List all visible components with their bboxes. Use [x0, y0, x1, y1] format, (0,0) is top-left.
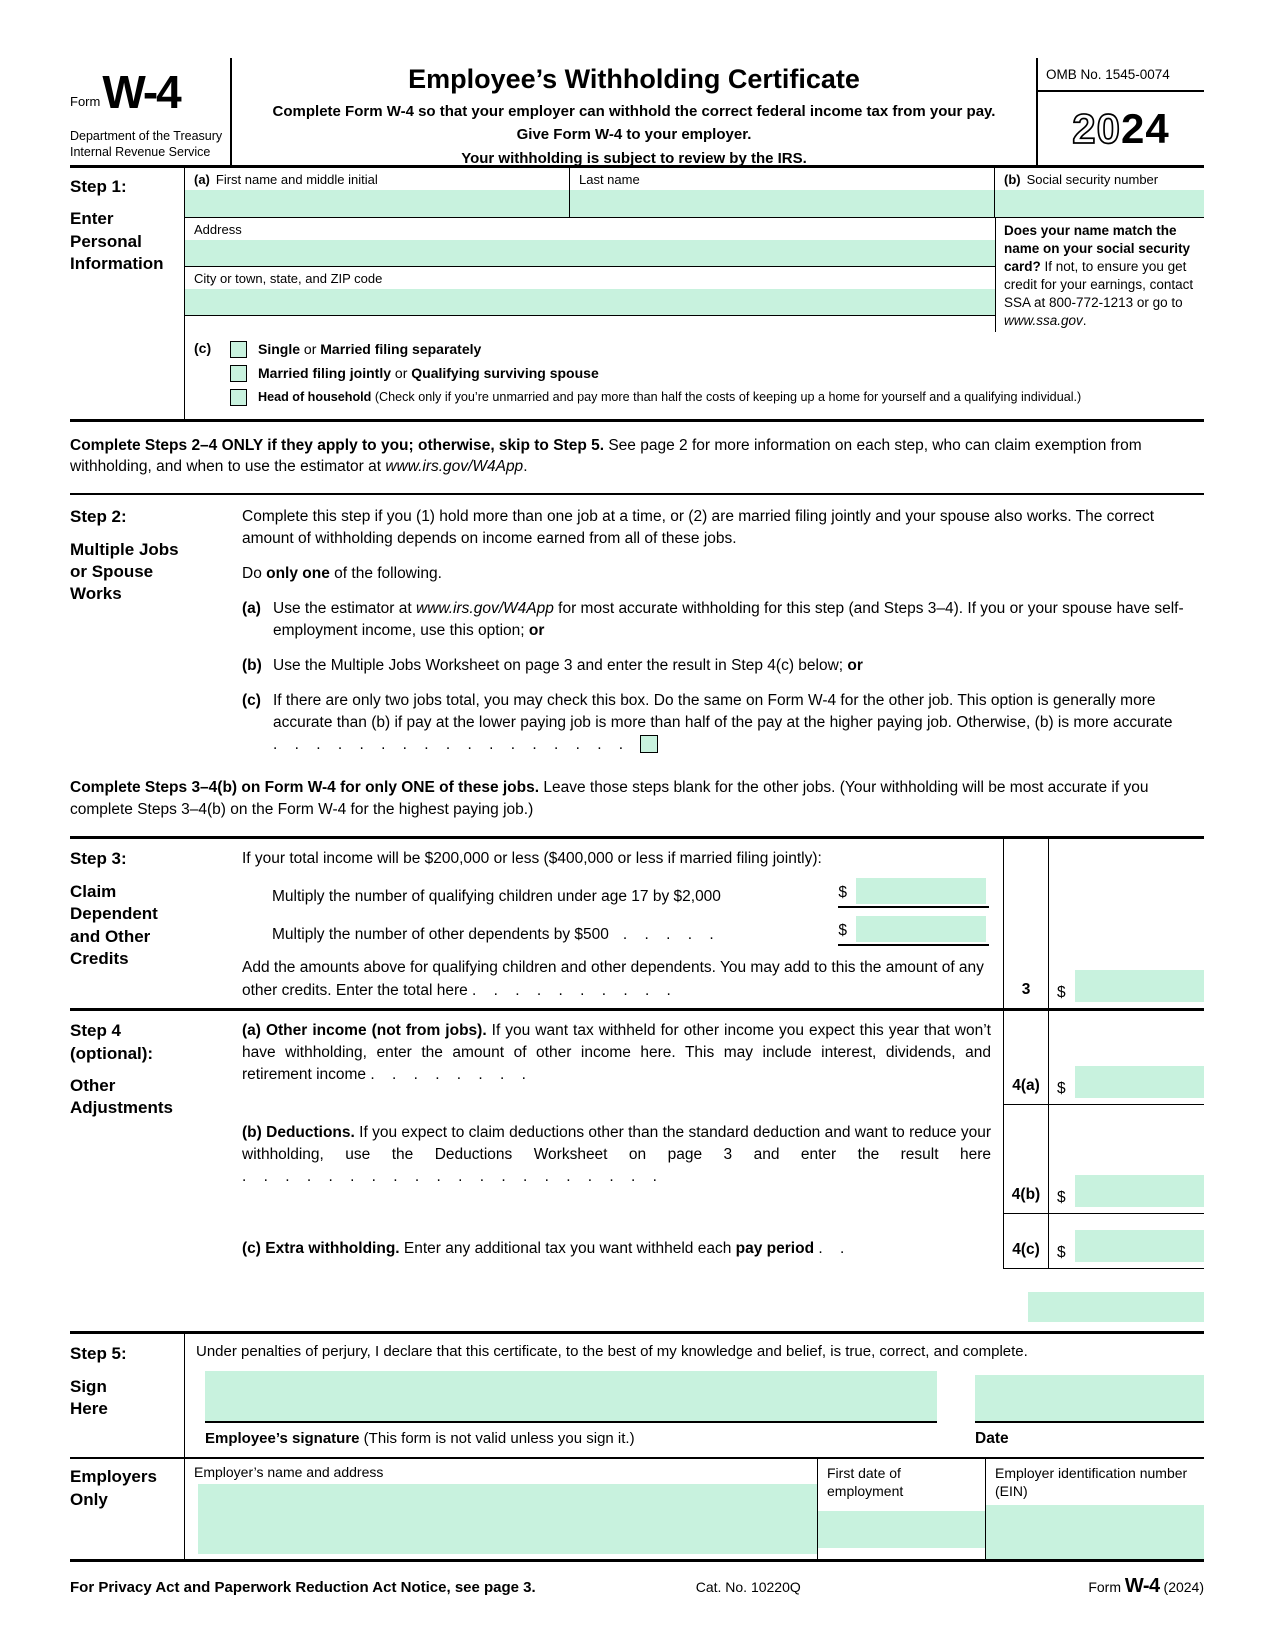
ssa-note-bold: Does your name match the name on your social security card? — [1004, 223, 1191, 274]
filing-option-head-of-household: Head of household (Check only if you’re unmarried and pay more than half the costs of keeping up a home for yourself and a qualifying individual.) — [230, 388, 1204, 407]
address-input[interactable] — [185, 240, 995, 266]
leader-dots: . . . . . . . . . . . . . . . . . — [273, 736, 625, 754]
form-footer-id: Form W-4 (2024) — [1088, 1575, 1204, 1598]
step2-section — [70, 495, 1204, 773]
form-id-block — [70, 58, 232, 165]
page-title: Employee’s Withholding Certificate — [408, 64, 860, 94]
step1-label: Step 1: Enter Personal Information — [70, 168, 185, 419]
address-cell — [185, 218, 995, 267]
city-input[interactable] — [185, 289, 995, 315]
step1-section — [70, 168, 1204, 422]
step4-section — [70, 1011, 1204, 1269]
leader-dots: . . . . . — [622, 926, 715, 944]
step2-option-a: (a) Use the estimator at www.irs.gov/W4App for most accurate withholding for this step (and Steps 3–4). If you or your spouse have self-employment income, use this option; or — [242, 600, 1184, 640]
ssn-input[interactable] — [995, 190, 1204, 217]
step5-section — [70, 1331, 1204, 1459]
form-title-block — [232, 58, 1036, 165]
subtitle-2: Give Form W-4 to your employer. — [516, 126, 752, 144]
line3-amount-cell — [1049, 839, 1204, 1008]
step3-title: Step 3: — [70, 849, 127, 869]
city-label: City or town, state, and ZIP code — [194, 271, 383, 286]
step2-option-b: (b) Use the Multiple Jobs Worksheet on page 3 and enter the result in Step 4(c) below; or — [242, 657, 863, 675]
line4b-box-label: 4(b) — [1003, 1105, 1049, 1214]
married-jointly-checkbox[interactable] — [230, 365, 247, 382]
form-header — [70, 58, 1204, 168]
first-name-label: First name and middle initial — [215, 172, 378, 187]
dollar-sign: $ — [1057, 984, 1066, 1002]
filing-status-row — [185, 332, 1204, 419]
page-footer — [70, 1562, 1204, 1598]
signature-label: Employee’s signature (This form is not valid unless you sign it.) — [205, 1430, 635, 1448]
dept-line2: Internal Revenue Service — [70, 144, 211, 159]
leader-dots: . . . . . . . . . . — [472, 981, 672, 999]
address-label: Address — [194, 222, 242, 237]
two-jobs-checkbox[interactable] — [640, 735, 658, 753]
qualifying-children-row: Multiply the number of qualifying children under age 17 by $2,000 $ — [272, 878, 989, 908]
step2-option-c: (c) If there are only two jobs total, you may check this box. Do the same on Form W-4 for the other job. This option is generally more accurate than (b) if pay at the lower paying job is more than half of the pay at the higher paying job. Otherwise, (b) is more accurate . . . . . . . . . . . . . . . . . — [242, 692, 1173, 754]
step3-total-text: Add the amounts above for qualifying children and other dependents. You may add to this the amount of any other credits. Enter the total here . . . . . . . . . . — [242, 959, 984, 999]
step1-title: Step 1: — [70, 177, 127, 196]
ein-input[interactable] — [986, 1505, 1204, 1559]
first-name-input[interactable] — [185, 190, 569, 217]
last-name-cell — [570, 168, 995, 217]
filing-option-married-jointly: Married filing jointly or Qualifying surviving spouse — [230, 364, 1204, 383]
dollar-sign: $ — [838, 922, 847, 940]
ein-cell — [986, 1459, 1204, 1559]
privacy-notice: For Privacy Act and Paperwork Reduction Act Notice, see page 3. — [70, 1579, 536, 1597]
leader-dots: . . . . . . . . — [370, 1066, 527, 1084]
ssn-label: Social security number — [1026, 172, 1159, 187]
omb-year-block — [1036, 58, 1204, 165]
date-input[interactable] — [975, 1375, 1204, 1423]
extra-amount-input[interactable] — [1028, 1292, 1204, 1322]
first-name-cell — [185, 168, 570, 217]
line4a-amount-cell — [1049, 1011, 1204, 1105]
employers-only-section — [70, 1459, 1204, 1562]
last-name-input[interactable] — [570, 190, 994, 217]
filing-option-single: Single or Married filing separately — [230, 340, 1204, 359]
ein-label: Employer identification number (EIN) — [995, 1465, 1188, 1500]
dollar-sign: $ — [1057, 1189, 1066, 1207]
dollar-sign: $ — [1057, 1244, 1066, 1262]
step4b-row: (b) Deductions. If you expect to claim deductions other than the standard deduction and want to reduce your withholding, use the Deductions Worksheet on page 3 and enter the result here . . . . . . . . . . . . . . . . . . . . 4(b) $ — [242, 1105, 1204, 1214]
steps-3-4b-note: Complete Steps 3–4(b) on Form W-4 for only ONE of these jobs. Leave those steps blank for the other jobs. (Your withholding will be most accurate if you complete Steps 3–4(b) on the Form W-4 for the highest paying job.) — [70, 779, 1149, 818]
subtitle-3: Your withholding is subject to review by the IRS. — [461, 149, 807, 167]
step4-title: Step 4 — [70, 1021, 122, 1041]
dept-line1: Department of the Treasury — [70, 128, 223, 143]
ssa-note: Does your name match the name on your social security card? If not, to ensure you get credit for your earnings, contact SSA at 800-772-1213 or go to www.ssa.gov. — [995, 218, 1204, 332]
ssn-prefix: (b) — [1004, 172, 1021, 187]
leader-dots: . . . . . . . . . . . . . . . . . . . . — [242, 1168, 658, 1186]
line3-amount-input[interactable] — [1075, 970, 1204, 1002]
line4a-box-label: 4(a) — [1003, 1011, 1049, 1105]
employer-name-input[interactable] — [198, 1484, 817, 1554]
city-cell — [185, 267, 995, 316]
other-dependents-row: Multiply the number of other dependents by $500 . . . . . $ — [272, 916, 989, 946]
step2-intro: Complete this step if you (1) hold more than one job at a time, or (2) are married filing jointly and your spouse also works. The correct amount of withholding depends on income earned from all of these jobs. — [242, 508, 1155, 548]
employer-name-cell — [185, 1459, 818, 1559]
qualifying-children-amount-input[interactable] — [856, 878, 986, 904]
step2-title: Step 2: — [70, 507, 127, 527]
estimator-url: www.irs.gov/W4App — [385, 458, 524, 476]
step4-label: Step 4 (optional): Other Adjustments — [70, 1011, 242, 1269]
dollar-sign: $ — [838, 884, 847, 902]
tax-year — [1038, 92, 1204, 165]
line4b-amount-input[interactable] — [1075, 1175, 1204, 1207]
extra-field-row — [70, 1269, 1204, 1331]
step2-do-only-one: Do only one of the following. — [242, 565, 442, 583]
step2-label: Step 2: Multiple Jobs or Spouse Works — [70, 506, 242, 769]
year-bold-digits: 24 — [1121, 104, 1170, 152]
first-date-cell — [818, 1459, 986, 1559]
form-word: Form — [70, 94, 101, 109]
step4c-row: (c) Extra withholding. Enter any additional tax you want withheld each pay period . . 4(c) $ — [242, 1214, 1204, 1269]
last-name-label: Last name — [579, 172, 640, 187]
employer-name-label: Employer’s name and address — [194, 1464, 384, 1481]
signature-input[interactable] — [205, 1371, 937, 1423]
step4a-row: (a) Other income (not from jobs). If you want tax withheld for other income you expect this year that won’t have withholding, enter the amount of other income here. This may include interest, dividends, and retirement income . . . . . . . . 4(a) $ — [242, 1011, 1204, 1105]
line4c-box-label: 4(c) — [1003, 1214, 1049, 1269]
other-dependents-amount-input[interactable] — [856, 916, 986, 942]
catalog-number: Cat. No. 10220Q — [695, 1579, 801, 1596]
perjury-statement: Under penalties of perjury, I declare that this certificate, to the best of my knowledge and belief, is true, correct, and complete. — [196, 1343, 1028, 1361]
single-checkbox[interactable] — [230, 341, 247, 358]
first-date-input[interactable] — [818, 1511, 985, 1548]
first-date-label: First date of employment — [827, 1465, 904, 1500]
date-label: Date — [975, 1430, 1009, 1448]
step3-section — [70, 836, 1204, 1011]
step5-label: Step 5: Sign Here — [70, 1334, 185, 1457]
estimator-url-2: www.irs.gov/W4App — [416, 600, 554, 618]
step3-label: Step 3: Claim Dependent and Other Credits — [70, 839, 242, 1008]
omb-number: OMB No. 1545-0074 — [1038, 58, 1204, 92]
form-number: W-4 — [102, 66, 180, 118]
dollar-sign: $ — [1057, 1080, 1066, 1098]
line4c-amount-cell — [1049, 1214, 1204, 1269]
ssn-cell — [995, 168, 1204, 217]
line4a-amount-input[interactable] — [1075, 1066, 1204, 1098]
first-name-prefix: (a) — [194, 172, 210, 187]
ssa-url: www.ssa.gov — [1004, 312, 1083, 328]
year-outline-digits: 20 — [1072, 104, 1121, 152]
leader-dots: . . — [818, 1240, 846, 1258]
employers-only-label: Employers Only — [70, 1459, 185, 1559]
head-of-household-checkbox[interactable] — [230, 389, 247, 406]
subtitle-1: Complete Form W-4 so that your employer can withhold the correct federal income tax from your pay. — [272, 103, 996, 120]
steps-2-4-note: Complete Steps 2–4 ONLY if they apply to you; otherwise, skip to Step 5. See page 2 for more information on each step, who can claim exemption from withholding, and when to use the estimator at www.irs.gov/W4App. — [70, 422, 1204, 495]
step5-title: Step 5: — [70, 1344, 127, 1364]
line3-box-label: 3 — [1003, 839, 1049, 1008]
filing-status-prefix: (c) — [194, 339, 212, 356]
step3-intro: If your total income will be $200,000 or less ($400,000 or less if married filing jointly): — [242, 850, 822, 868]
line4b-amount-cell — [1049, 1105, 1204, 1214]
line4c-amount-input[interactable] — [1075, 1230, 1204, 1262]
